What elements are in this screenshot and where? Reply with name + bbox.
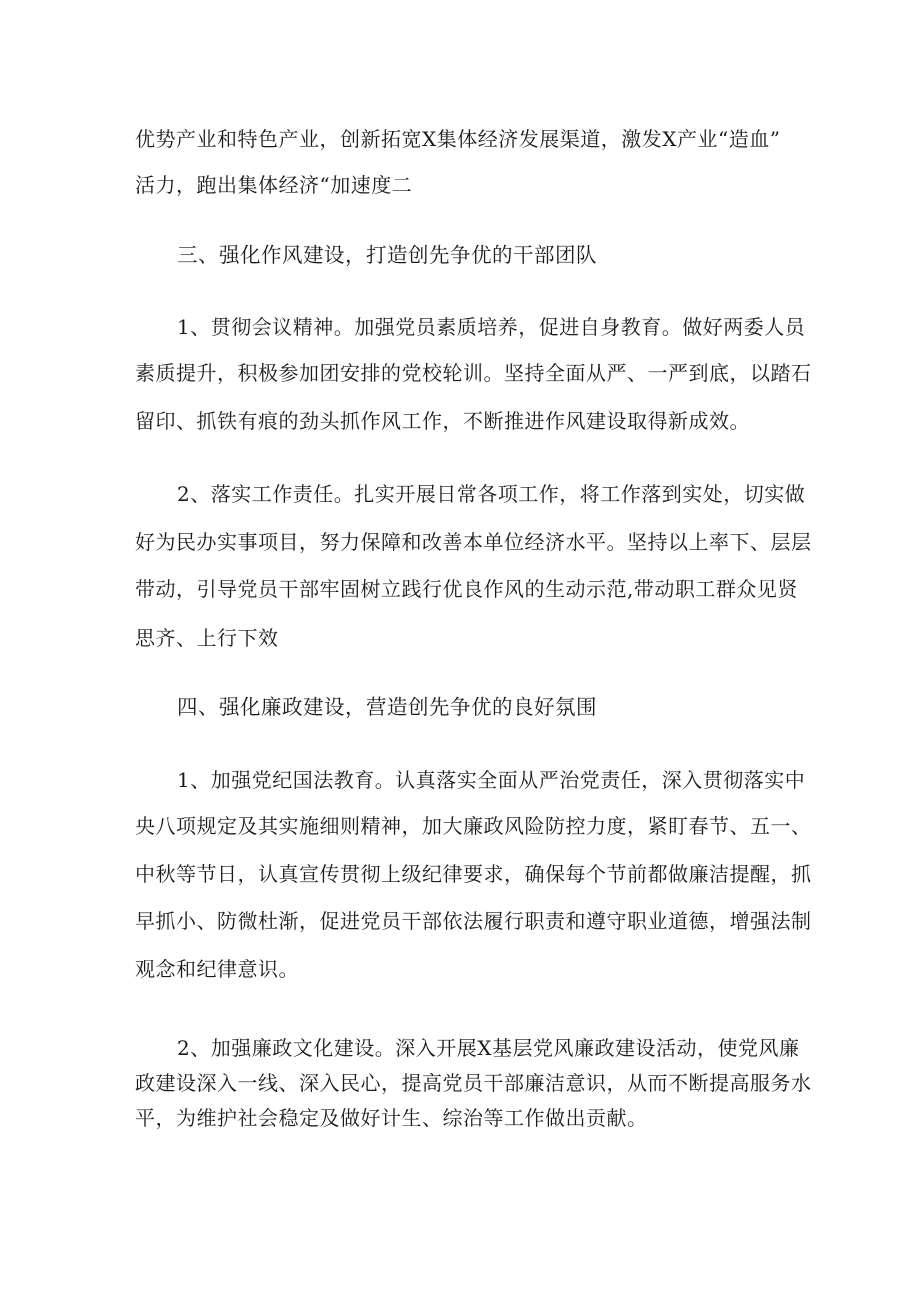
paragraph-line: 1、加强党纪国法教育。认真落实全面从严治党责任，深入贯彻落实中 (177, 768, 806, 792)
paragraph-line: 带动，引导党员干部牢固树立践行优良作风的生动示范,带动职工群众见贤 (135, 577, 798, 601)
paragraph-line: 优势产业和特色产业，创新拓宽X集体经济发展渠道，激发X产业“造血” (135, 127, 781, 151)
paragraph-line: 留印、抓铁有痕的劲头抓作风工作，不断推进作风建设取得新成效。 (135, 409, 750, 433)
paragraph-line: 思齐、上行下效 (135, 626, 279, 650)
section-heading-3: 三、强化作风建设，打造创先争优的干部团队 (177, 243, 597, 267)
paragraph-line: 活力，跑出集体经济“加速度二 (135, 173, 413, 197)
paragraph-line: 平，为维护社会稳定及做好计生、综治等工作做出贡献。 (135, 1106, 648, 1130)
paragraph-line: 素质提升，积极参加团安排的党校轮训。坚持全面从严、一严到底，以踏石 (135, 361, 812, 385)
paragraph-line: 政建设深入一线、深入民心，提高党员干部廉洁意识，从而不断提高服务水 (135, 1071, 812, 1095)
paragraph-line: 早抓小、防微杜渐，促进党员干部依法履行职责和遵守职业道德，增强法制 (135, 909, 812, 933)
paragraph-line: 2、落实工作责任。扎实开展日常各项工作，将工作落到实处，切实做 (177, 482, 806, 506)
paragraph-line: 1、贯彻会议精神。加强党员素质培养，促进自身教育。做好两委人员 (177, 315, 806, 339)
paragraph-line: 好为民办实事项目，努力保障和改善本单位经济水平。坚持以上率下、层层 (135, 530, 812, 554)
paragraph-line: 央八项规定及其实施细则精神，加大廉政风险防控力度，紧盯春节、五一、 (135, 814, 812, 838)
paragraph-line: 观念和纪律意识。 (135, 957, 299, 981)
paragraph-line: 2、加强廉政文化建设。深入开展X基层党风廉政建设活动，使党风廉 (177, 1036, 800, 1060)
section-heading-4: 四、强化廉政建设，营造创先争优的良好氛围 (177, 695, 597, 719)
paragraph-line: 中秋等节日，认真宣传贯彻上级纪律要求，确保每个节前都做廉洁提醒，抓 (135, 862, 812, 886)
